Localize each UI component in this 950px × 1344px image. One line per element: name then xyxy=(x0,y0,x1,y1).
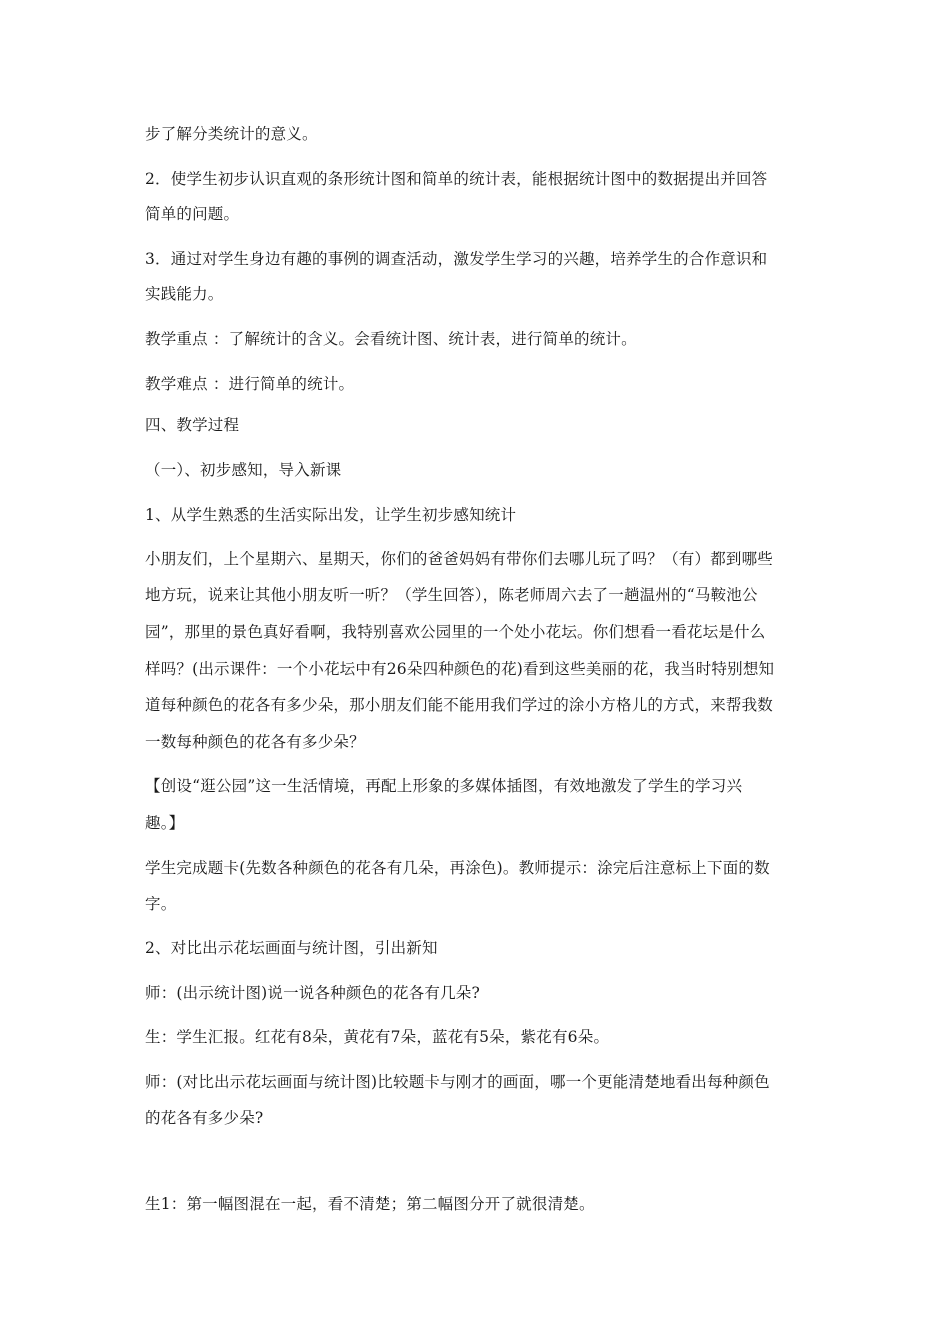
text-line: 小朋友们，上个星期六、星期天，你们的爸爸妈妈有带你们去哪儿玩了吗？（有）都到哪些 xyxy=(145,550,774,568)
text-line: 生1：第一幅图混在一起，看不清楚；第二幅图分开了就很清楚。 xyxy=(145,1195,595,1213)
text-line: 简单的问题。 xyxy=(145,205,240,223)
text-line: 3．通过对学生身边有趣的事例的调查活动，激发学生学习的兴趣，培养学生的合作意识和 xyxy=(145,250,768,268)
text-line: 样吗？(出示课件：一个小花坛中有26朵四种颜色的花)看到这些美丽的花，我当时特别想知 xyxy=(145,660,775,678)
text-line: 一数每种颜色的花各有多少朵？ xyxy=(145,733,365,751)
text-line: 2．使学生初步认识直观的条形统计图和简单的统计表，能根据统计图中的数据提出并回答 xyxy=(145,170,768,188)
text-line: 师：(出示统计图)说一说各种颜色的花各有几朵? xyxy=(145,984,481,1002)
text-line: 园”，那里的景色真好看啊，我特别喜欢公园里的一个处小花坛。你们想看一看花坛是什么 xyxy=(145,623,766,641)
text-line: 1、从学生熟悉的生活实际出发，让学生初步感知统计 xyxy=(145,506,517,524)
text-line: 生：学生汇报。红花有8朵，黄花有7朵，蓝花有5朵，紫花有6朵。 xyxy=(145,1028,610,1046)
text-line: 趣。】 xyxy=(145,814,185,832)
text-line: 【创设“逛公园”这一生活情境，再配上形象的多媒体插图，有效地激发了学生的学习兴 xyxy=(145,777,743,795)
text-line: 的花各有多少朵? xyxy=(145,1109,264,1127)
section-heading: 四、教学过程 xyxy=(145,416,240,434)
subsection-heading: （一）、初步感知，导入新课 xyxy=(145,461,342,479)
text-line: 师：(对比出示花坛画面与统计图)比较题卡与刚才的画面，哪一个更能清楚地看出每种颜色 xyxy=(145,1073,770,1091)
text-line: 实践能力。 xyxy=(145,285,224,303)
text-line: 步了解分类统计的意义。 xyxy=(145,125,318,143)
text-line: 2、对比出示花坛画面与统计图，引出新知 xyxy=(145,939,438,957)
text-line: 字。 xyxy=(145,895,177,913)
text-line: 教学难点 ：进行简单的统计。 xyxy=(145,375,355,393)
text-line: 学生完成题卡(先数各种颜色的花各有几朵，再涂色)。教师提示：涂完后注意标上下面的数 xyxy=(145,859,770,877)
text-line: 道每种颜色的花各有多少朵，那小朋友们能不能用我们学过的涂小方格儿的方式，来帮我数 xyxy=(145,696,774,714)
text-line: 地方玩，说来让其他小朋友听一听？（学生回答），陈老师周六去了一趟温州的“马鞍池公 xyxy=(145,586,758,604)
text-line: 教学重点 ：了解统计的含义。会看统计图、统计表，进行简单的统计。 xyxy=(145,330,637,348)
